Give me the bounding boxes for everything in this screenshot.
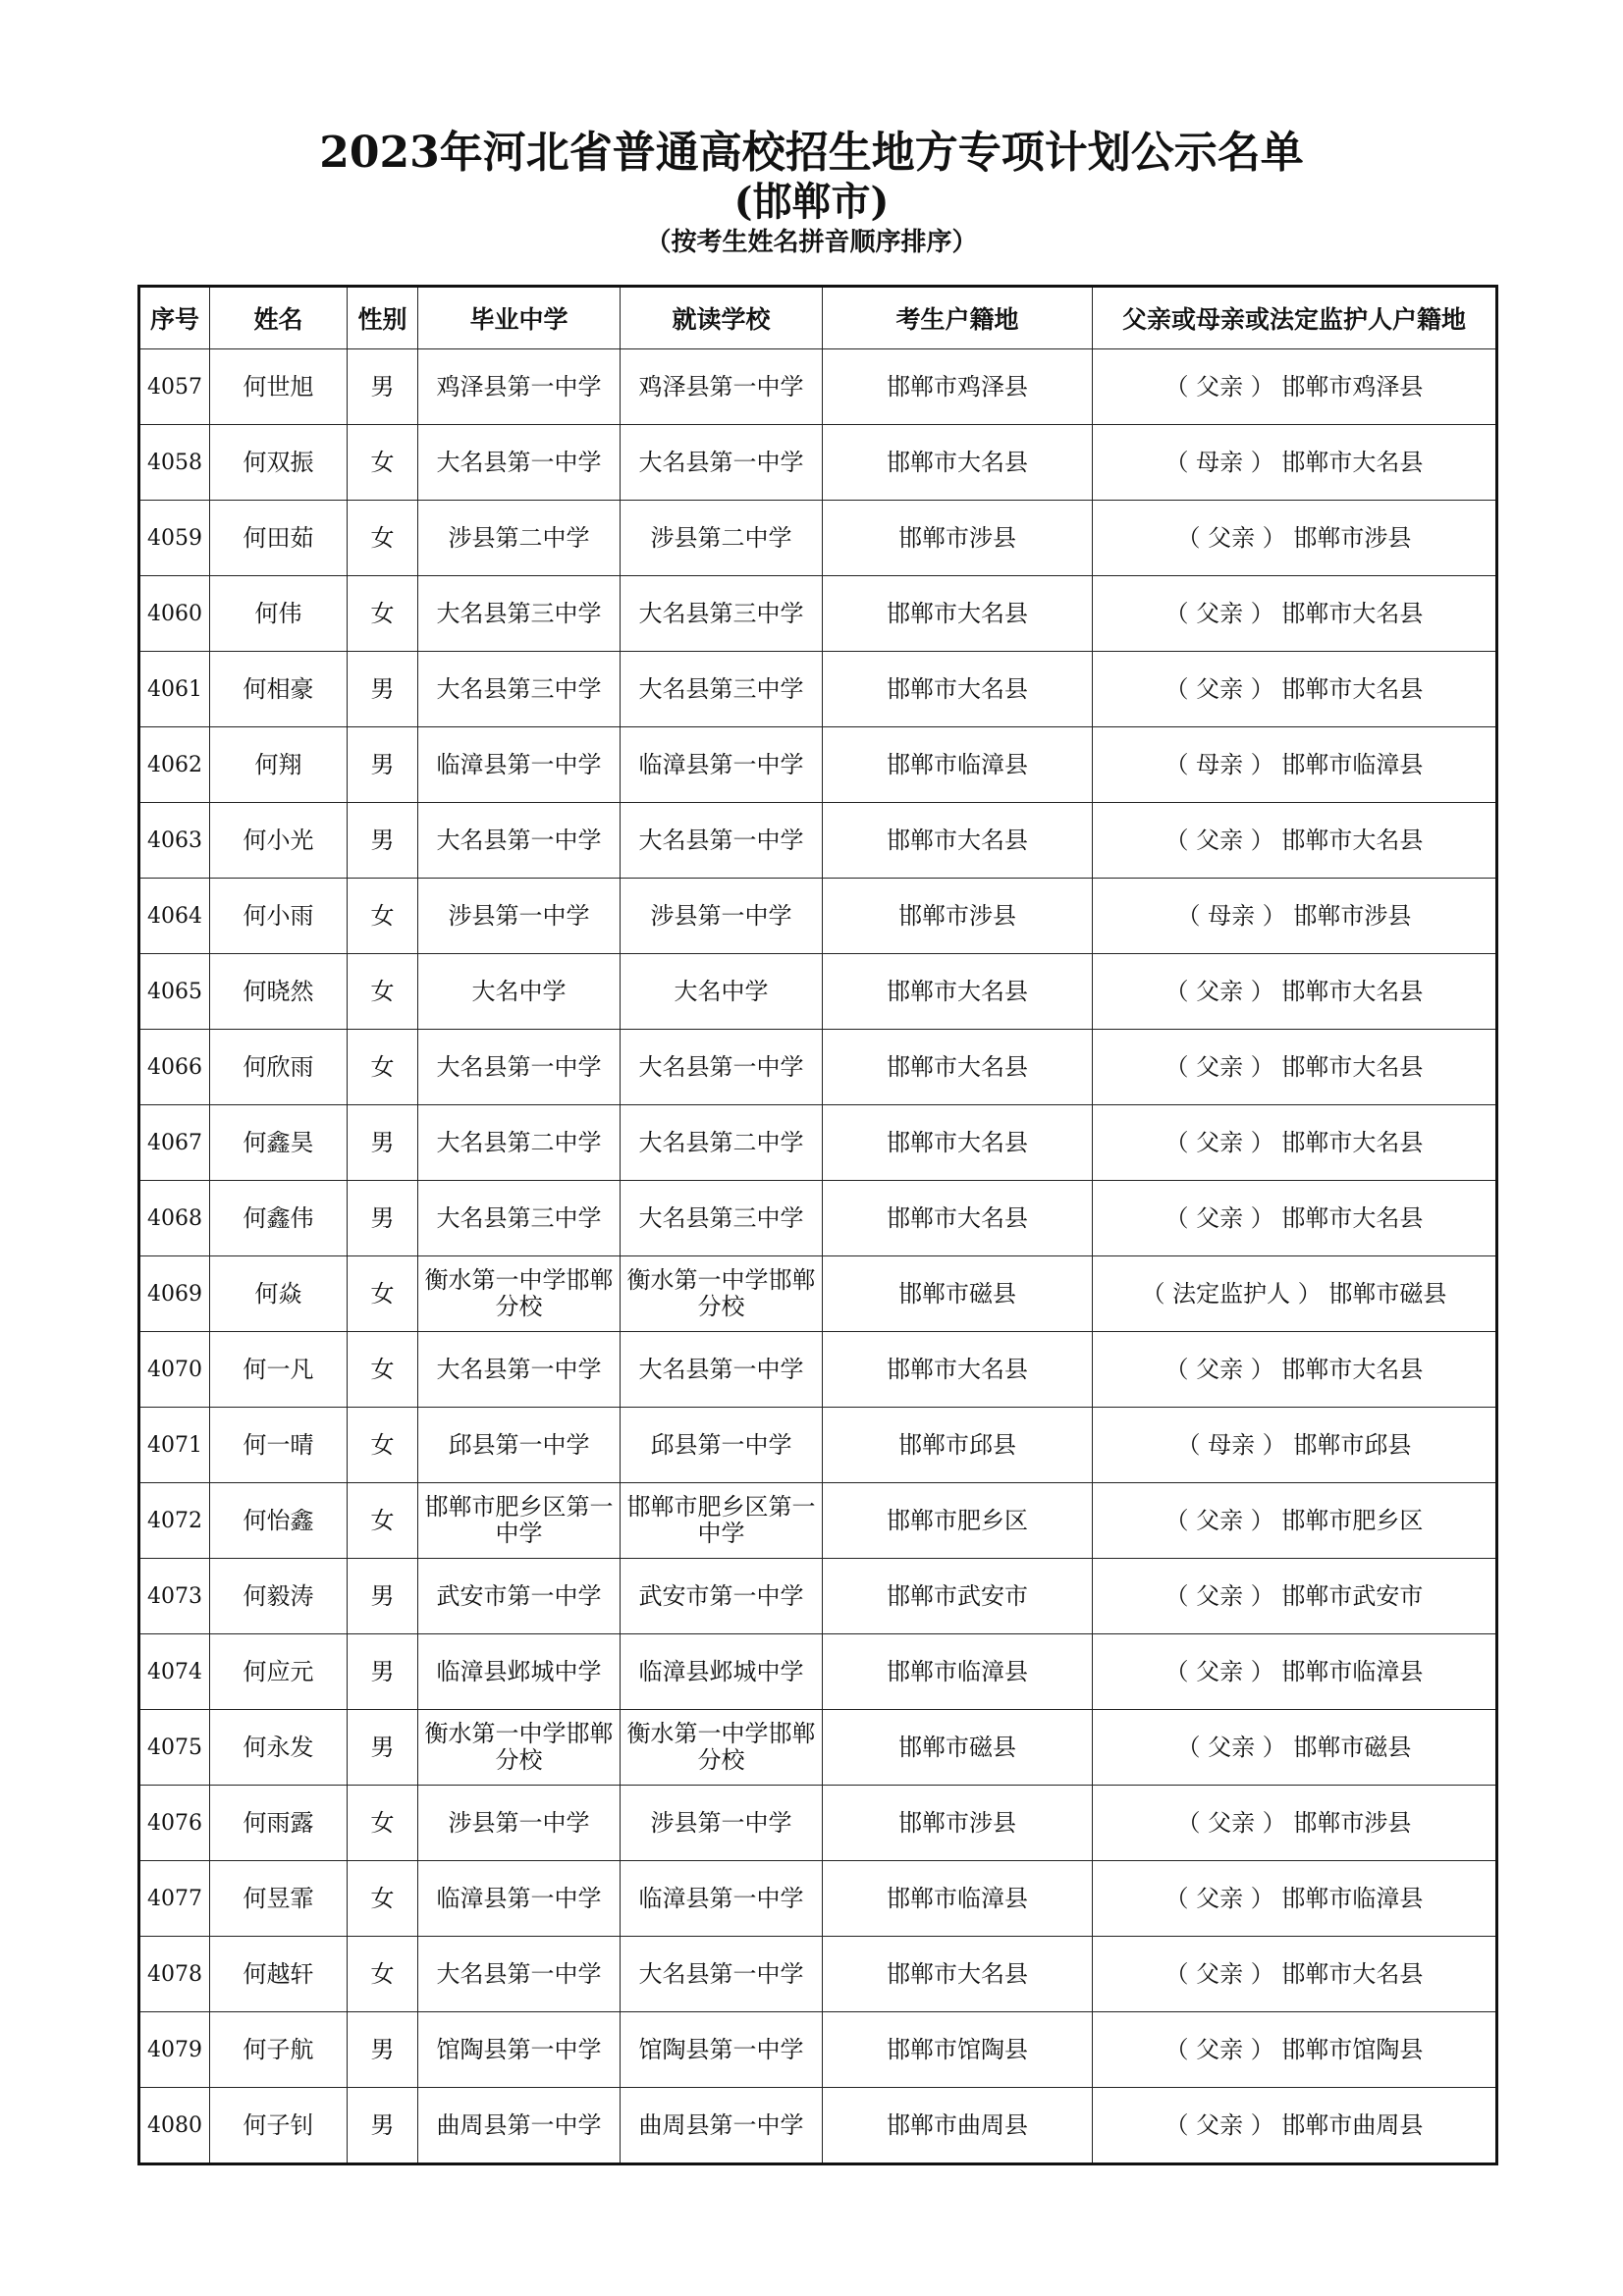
cell-index: 4069 [139, 1256, 210, 1332]
cell-guardian-residence: （ 父亲 ） 邯郸市大名县 [1093, 1332, 1497, 1408]
cell-student-residence: 邯郸市大名县 [823, 1332, 1093, 1408]
cell-current-school: 大名中学 [621, 954, 823, 1030]
table-row [139, 803, 1497, 879]
table-body [139, 349, 1497, 2164]
cell-index: 4062 [139, 727, 210, 803]
cell-name: 何晓然 [210, 954, 348, 1030]
cell-graduated-school: 邱县第一中学 [418, 1408, 621, 1483]
table-row [139, 1483, 1497, 1559]
cell-current-school: 馆陶县第一中学 [621, 2012, 823, 2088]
cell-graduated-school: 临漳县第一中学 [418, 1861, 621, 1937]
cell-index: 4057 [139, 349, 210, 425]
cell-current-school: 临漳县第一中学 [621, 1861, 823, 1937]
cell-student-residence: 邯郸市磁县 [823, 1710, 1093, 1786]
cell-gender: 男 [348, 2088, 418, 2164]
table-row [139, 1030, 1497, 1105]
cell-current-school: 临漳县第一中学 [621, 727, 823, 803]
cell-name: 何欣雨 [210, 1030, 348, 1105]
cell-gender: 男 [348, 1710, 418, 1786]
cell-name: 何永发 [210, 1710, 348, 1786]
cell-guardian-residence: （ 母亲 ） 邯郸市涉县 [1093, 879, 1497, 954]
cell-current-school: 大名县第一中学 [621, 1937, 823, 2012]
cell-current-school: 曲周县第一中学 [621, 2088, 823, 2164]
cell-graduated-school: 大名县第一中学 [418, 1937, 621, 2012]
cell-graduated-school: 临漳县第一中学 [418, 727, 621, 803]
cell-current-school: 邱县第一中学 [621, 1408, 823, 1483]
cell-graduated-school: 衡水第一中学邯郸分校 [418, 1256, 621, 1332]
cell-index: 4080 [139, 2088, 210, 2164]
cell-name: 何一凡 [210, 1332, 348, 1408]
cell-index: 4068 [139, 1181, 210, 1256]
table-row [139, 1634, 1497, 1710]
cell-index: 4058 [139, 425, 210, 501]
cell-index: 4067 [139, 1105, 210, 1181]
cell-graduated-school: 大名县第一中学 [418, 425, 621, 501]
table-row [139, 1861, 1497, 1937]
cell-student-residence: 邯郸市大名县 [823, 425, 1093, 501]
cell-student-residence: 邯郸市肥乡区 [823, 1483, 1093, 1559]
cell-guardian-residence: （ 父亲 ） 邯郸市大名县 [1093, 1937, 1497, 2012]
cell-gender: 男 [348, 349, 418, 425]
cell-graduated-school: 大名县第一中学 [418, 803, 621, 879]
cell-student-residence: 邯郸市大名县 [823, 954, 1093, 1030]
cell-name: 何伟 [210, 576, 348, 652]
cell-name: 何毅涛 [210, 1559, 348, 1634]
cell-student-residence: 邯郸市大名县 [823, 1181, 1093, 1256]
cell-student-residence: 邯郸市鸡泽县 [823, 349, 1093, 425]
cell-student-residence: 邯郸市涉县 [823, 501, 1093, 576]
table-row [139, 2012, 1497, 2088]
cell-student-residence: 邯郸市馆陶县 [823, 2012, 1093, 2088]
table-row [139, 652, 1497, 727]
cell-name: 何鑫昊 [210, 1105, 348, 1181]
cell-student-residence: 邯郸市涉县 [823, 879, 1093, 954]
cell-index: 4078 [139, 1937, 210, 2012]
cell-name: 何小光 [210, 803, 348, 879]
cell-name: 何相豪 [210, 652, 348, 727]
cell-student-residence: 邯郸市大名县 [823, 1030, 1093, 1105]
cell-gender: 女 [348, 879, 418, 954]
cell-gender: 女 [348, 1030, 418, 1105]
cell-index: 4065 [139, 954, 210, 1030]
cell-name: 何双振 [210, 425, 348, 501]
cell-gender: 女 [348, 1408, 418, 1483]
cell-student-residence: 邯郸市临漳县 [823, 727, 1093, 803]
header-current-school: 就读学校 [621, 287, 823, 349]
cell-current-school: 涉县第一中学 [621, 1786, 823, 1861]
table-row [139, 1332, 1497, 1408]
cell-current-school: 邯郸市肥乡区第一中学 [621, 1483, 823, 1559]
cell-name: 何昱霏 [210, 1861, 348, 1937]
header-graduated-school: 毕业中学 [418, 287, 621, 349]
cell-gender: 女 [348, 1786, 418, 1861]
table-row [139, 425, 1497, 501]
cell-student-residence: 邯郸市大名县 [823, 576, 1093, 652]
cell-graduated-school: 大名县第三中学 [418, 652, 621, 727]
cell-index: 4063 [139, 803, 210, 879]
cell-guardian-residence: （ 母亲 ） 邯郸市大名县 [1093, 425, 1497, 501]
table-row [139, 1256, 1497, 1332]
cell-guardian-residence: （ 母亲 ） 邯郸市邱县 [1093, 1408, 1497, 1483]
cell-index: 4074 [139, 1634, 210, 1710]
cell-index: 4072 [139, 1483, 210, 1559]
cell-graduated-school: 武安市第一中学 [418, 1559, 621, 1634]
cell-current-school: 大名县第二中学 [621, 1105, 823, 1181]
cell-name: 何焱 [210, 1256, 348, 1332]
cell-gender: 男 [348, 1634, 418, 1710]
cell-guardian-residence: （ 父亲 ） 邯郸市馆陶县 [1093, 2012, 1497, 2088]
cell-name: 何越轩 [210, 1937, 348, 2012]
cell-current-school: 大名县第一中学 [621, 1332, 823, 1408]
cell-guardian-residence: （ 父亲 ） 邯郸市大名县 [1093, 652, 1497, 727]
cell-gender: 女 [348, 1332, 418, 1408]
cell-graduated-school: 涉县第二中学 [418, 501, 621, 576]
header-guardian-residence: 父亲或母亲或法定监护人户籍地 [1093, 287, 1497, 349]
cell-name: 何雨露 [210, 1786, 348, 1861]
table-row [139, 1937, 1497, 2012]
table-row [139, 1559, 1497, 1634]
cell-student-residence: 邯郸市大名县 [823, 1105, 1093, 1181]
cell-guardian-residence: （ 法定监护人 ） 邯郸市磁县 [1093, 1256, 1497, 1332]
cell-name: 何应元 [210, 1634, 348, 1710]
cell-current-school: 大名县第一中学 [621, 803, 823, 879]
table-row [139, 349, 1497, 425]
document-sort-note: （按考生姓名拼音顺序排序） [645, 228, 978, 257]
cell-student-residence: 邯郸市磁县 [823, 1256, 1093, 1332]
cell-name: 何小雨 [210, 879, 348, 954]
cell-guardian-residence: （ 父亲 ） 邯郸市大名县 [1093, 803, 1497, 879]
table-row [139, 879, 1497, 954]
cell-guardian-residence: （ 父亲 ） 邯郸市临漳县 [1093, 1634, 1497, 1710]
cell-index: 4061 [139, 652, 210, 727]
document-title: 2023年河北省普通高校招生地方专项计划公示名单 [319, 128, 1304, 178]
cell-gender: 女 [348, 1937, 418, 2012]
cell-guardian-residence: （ 母亲 ） 邯郸市临漳县 [1093, 727, 1497, 803]
cell-name: 何子钊 [210, 2088, 348, 2164]
cell-guardian-residence: （ 父亲 ） 邯郸市曲周县 [1093, 2088, 1497, 2164]
header-index: 序号 [139, 287, 210, 349]
cell-student-residence: 邯郸市大名县 [823, 652, 1093, 727]
header-student-residence: 考生户籍地 [823, 287, 1093, 349]
cell-guardian-residence: （ 父亲 ） 邯郸市涉县 [1093, 1786, 1497, 1861]
cell-gender: 女 [348, 1483, 418, 1559]
cell-index: 4075 [139, 1710, 210, 1786]
header-name: 姓名 [210, 287, 348, 349]
cell-guardian-residence: （ 父亲 ） 邯郸市武安市 [1093, 1559, 1497, 1634]
roster-table [137, 285, 1498, 2165]
table-row [139, 954, 1497, 1030]
cell-gender: 女 [348, 425, 418, 501]
table-row [139, 727, 1497, 803]
cell-guardian-residence: （ 父亲 ） 邯郸市大名县 [1093, 1105, 1497, 1181]
cell-index: 4059 [139, 501, 210, 576]
cell-index: 4079 [139, 2012, 210, 2088]
cell-guardian-residence: （ 父亲 ） 邯郸市涉县 [1093, 501, 1497, 576]
cell-graduated-school: 馆陶县第一中学 [418, 2012, 621, 2088]
cell-index: 4070 [139, 1332, 210, 1408]
cell-gender: 女 [348, 501, 418, 576]
cell-gender: 男 [348, 803, 418, 879]
cell-guardian-residence: （ 父亲 ） 邯郸市大名县 [1093, 954, 1497, 1030]
cell-student-residence: 邯郸市曲周县 [823, 2088, 1093, 2164]
cell-current-school: 大名县第一中学 [621, 425, 823, 501]
table-row [139, 1408, 1497, 1483]
cell-graduated-school: 临漳县邺城中学 [418, 1634, 621, 1710]
cell-current-school: 衡水第一中学邯郸分校 [621, 1710, 823, 1786]
cell-current-school: 衡水第一中学邯郸分校 [621, 1256, 823, 1332]
cell-current-school: 大名县第三中学 [621, 576, 823, 652]
table-row [139, 576, 1497, 652]
cell-graduated-school: 大名县第一中学 [418, 1332, 621, 1408]
cell-index: 4064 [139, 879, 210, 954]
cell-name: 何田茹 [210, 501, 348, 576]
cell-name: 何子航 [210, 2012, 348, 2088]
cell-gender: 女 [348, 954, 418, 1030]
cell-name: 何一晴 [210, 1408, 348, 1483]
table-row [139, 2088, 1497, 2164]
cell-current-school: 大名县第三中学 [621, 652, 823, 727]
cell-guardian-residence: （ 父亲 ） 邯郸市磁县 [1093, 1710, 1497, 1786]
cell-graduated-school: 大名中学 [418, 954, 621, 1030]
cell-name: 何怡鑫 [210, 1483, 348, 1559]
cell-current-school: 武安市第一中学 [621, 1559, 823, 1634]
cell-index: 4066 [139, 1030, 210, 1105]
cell-current-school: 大名县第三中学 [621, 1181, 823, 1256]
cell-gender: 男 [348, 1559, 418, 1634]
cell-index: 4060 [139, 576, 210, 652]
document-subtitle: (邯郸市) [733, 179, 890, 225]
cell-guardian-residence: （ 父亲 ） 邯郸市大名县 [1093, 576, 1497, 652]
cell-gender: 男 [348, 1105, 418, 1181]
cell-graduated-school: 鸡泽县第一中学 [418, 349, 621, 425]
cell-current-school: 涉县第二中学 [621, 501, 823, 576]
cell-index: 4073 [139, 1559, 210, 1634]
cell-student-residence: 邯郸市大名县 [823, 1937, 1093, 2012]
cell-index: 4076 [139, 1786, 210, 1861]
cell-graduated-school: 涉县第一中学 [418, 1786, 621, 1861]
cell-guardian-residence: （ 父亲 ） 邯郸市鸡泽县 [1093, 349, 1497, 425]
cell-guardian-residence: （ 父亲 ） 邯郸市肥乡区 [1093, 1483, 1497, 1559]
cell-graduated-school: 涉县第一中学 [418, 879, 621, 954]
cell-guardian-residence: （ 父亲 ） 邯郸市大名县 [1093, 1181, 1497, 1256]
cell-current-school: 涉县第一中学 [621, 879, 823, 954]
cell-gender: 男 [348, 727, 418, 803]
cell-student-residence: 邯郸市武安市 [823, 1559, 1093, 1634]
cell-index: 4077 [139, 1861, 210, 1937]
cell-current-school: 鸡泽县第一中学 [621, 349, 823, 425]
table-row [139, 1786, 1497, 1861]
cell-student-residence: 邯郸市临漳县 [823, 1861, 1093, 1937]
cell-graduated-school: 曲周县第一中学 [418, 2088, 621, 2164]
cell-gender: 男 [348, 652, 418, 727]
cell-graduated-school: 大名县第三中学 [418, 576, 621, 652]
cell-current-school: 大名县第一中学 [621, 1030, 823, 1105]
table-header-row [139, 287, 1497, 349]
cell-guardian-residence: （ 父亲 ） 邯郸市大名县 [1093, 1030, 1497, 1105]
header-gender: 性别 [348, 287, 418, 349]
cell-guardian-residence: （ 父亲 ） 邯郸市临漳县 [1093, 1861, 1497, 1937]
cell-index: 4071 [139, 1408, 210, 1483]
cell-student-residence: 邯郸市大名县 [823, 803, 1093, 879]
cell-gender: 男 [348, 2012, 418, 2088]
cell-graduated-school: 大名县第三中学 [418, 1181, 621, 1256]
table-row [139, 1181, 1497, 1256]
cell-name: 何鑫伟 [210, 1181, 348, 1256]
cell-student-residence: 邯郸市临漳县 [823, 1634, 1093, 1710]
cell-student-residence: 邯郸市涉县 [823, 1786, 1093, 1861]
cell-graduated-school: 邯郸市肥乡区第一中学 [418, 1483, 621, 1559]
cell-name: 何翔 [210, 727, 348, 803]
cell-graduated-school: 衡水第一中学邯郸分校 [418, 1710, 621, 1786]
cell-gender: 女 [348, 1861, 418, 1937]
cell-graduated-school: 大名县第一中学 [418, 1030, 621, 1105]
cell-gender: 女 [348, 1256, 418, 1332]
cell-gender: 男 [348, 1181, 418, 1256]
table-row [139, 501, 1497, 576]
cell-name: 何世旭 [210, 349, 348, 425]
table-row [139, 1710, 1497, 1786]
cell-gender: 女 [348, 576, 418, 652]
table-row [139, 1105, 1497, 1181]
cell-student-residence: 邯郸市邱县 [823, 1408, 1093, 1483]
cell-graduated-school: 大名县第二中学 [418, 1105, 621, 1181]
cell-current-school: 临漳县邺城中学 [621, 1634, 823, 1710]
